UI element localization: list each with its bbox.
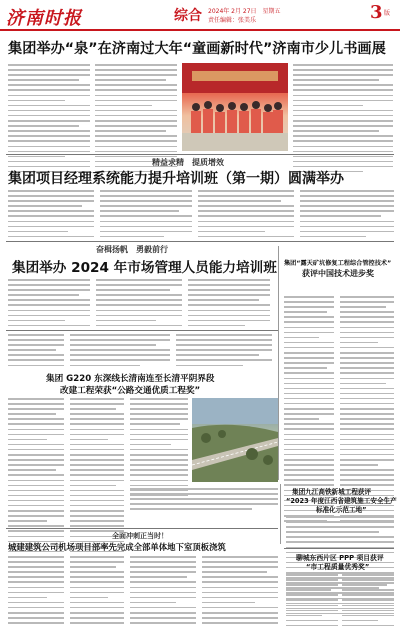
g220-lead-col3 xyxy=(176,334,272,370)
masthead xyxy=(0,0,400,32)
award-headline-box xyxy=(284,258,394,290)
highway-photo xyxy=(192,398,278,482)
hr-meeting-body-col1 xyxy=(8,279,90,330)
divider xyxy=(6,241,394,242)
divider xyxy=(6,528,278,529)
aviation-body-col4 xyxy=(202,556,278,627)
page-suffix: 版 xyxy=(384,10,391,17)
divider xyxy=(284,548,394,549)
aviation-body-col1 xyxy=(8,556,64,627)
column-divider xyxy=(278,246,279,480)
top-article-body-col3 xyxy=(293,64,393,176)
g220-headline-line2: 改建工程荣获“公路交通优质工程奖” xyxy=(60,386,201,396)
hr-meeting-body-col2 xyxy=(96,279,182,330)
award-headline-line1: 集团“露天矿坑修复工程综合管控技术” xyxy=(284,260,392,267)
project-headline-line3: 标准化示范工地” xyxy=(316,506,367,514)
training-body-col2 xyxy=(100,190,192,241)
page-number: 3 xyxy=(370,2,383,23)
aviation-body-col3 xyxy=(130,556,196,627)
issue-date: 2024年 2月 27日 星期五 xyxy=(208,8,281,15)
training-body-col3 xyxy=(198,190,294,241)
masthead-rule xyxy=(0,29,400,31)
hr-meeting-body-col3 xyxy=(188,279,270,330)
training-body-col1 xyxy=(8,190,94,241)
g220-headline-line1: 集团 G220 东深线长清南连至长清平阴界段 xyxy=(46,374,215,384)
aviation-headline: 城建建筑公司机场项目部率先完成全部单体地下室顶板浇筑 xyxy=(8,542,226,552)
section-name: 综合 xyxy=(174,8,202,24)
column-divider xyxy=(280,484,281,544)
top-headline: 集团举办“泉”在济南过大年“童画新时代”济南市少儿书画展 xyxy=(8,41,386,57)
liaocheng-body-col2 xyxy=(342,574,394,630)
liaocheng-body-col1 xyxy=(286,574,338,630)
issue-editor: 责任编辑：张美乐 xyxy=(208,17,257,24)
training-kicker: 精益求精 提质增效 xyxy=(152,158,224,167)
g220-body-tail-right xyxy=(192,488,278,513)
g220-body-col3 xyxy=(130,398,188,500)
project-headline-line2: “2023 年度江西省建筑施工安全生产 xyxy=(286,497,397,505)
divider xyxy=(6,154,394,155)
top-article-body-col1 xyxy=(8,64,90,176)
aviation-kicker: 全面冲刺正当时！ xyxy=(112,532,168,540)
g220-lead-col1 xyxy=(8,334,64,370)
hr-meeting-kicker: 奋楫扬帆 勇毅前行 xyxy=(96,245,168,254)
g220-lead-col2 xyxy=(70,334,170,370)
liaocheng-headline-line2: “市工程质量优秀奖” xyxy=(306,563,370,571)
aviation-body-col2 xyxy=(70,556,124,627)
divider xyxy=(6,330,278,331)
top-article-photo xyxy=(182,63,288,151)
training-headline: 集团项目经理系统能力提升培训班（第一期）圆满举办 xyxy=(8,171,344,187)
award-headline-line2: 获评中国技术进步奖 xyxy=(302,269,374,278)
liaocheng-headline-line1: 聊城东西片区 PPP 项目获评 xyxy=(296,554,384,562)
training-body-col4 xyxy=(300,190,394,241)
project-headline-line1: 集团九江高铁新城工程获评 xyxy=(292,488,372,496)
newspaper-logo: 济南时报 xyxy=(6,8,82,29)
hr-meeting-headline: 集团举办 2024 年市场管理人员能力培训班 xyxy=(12,260,277,276)
